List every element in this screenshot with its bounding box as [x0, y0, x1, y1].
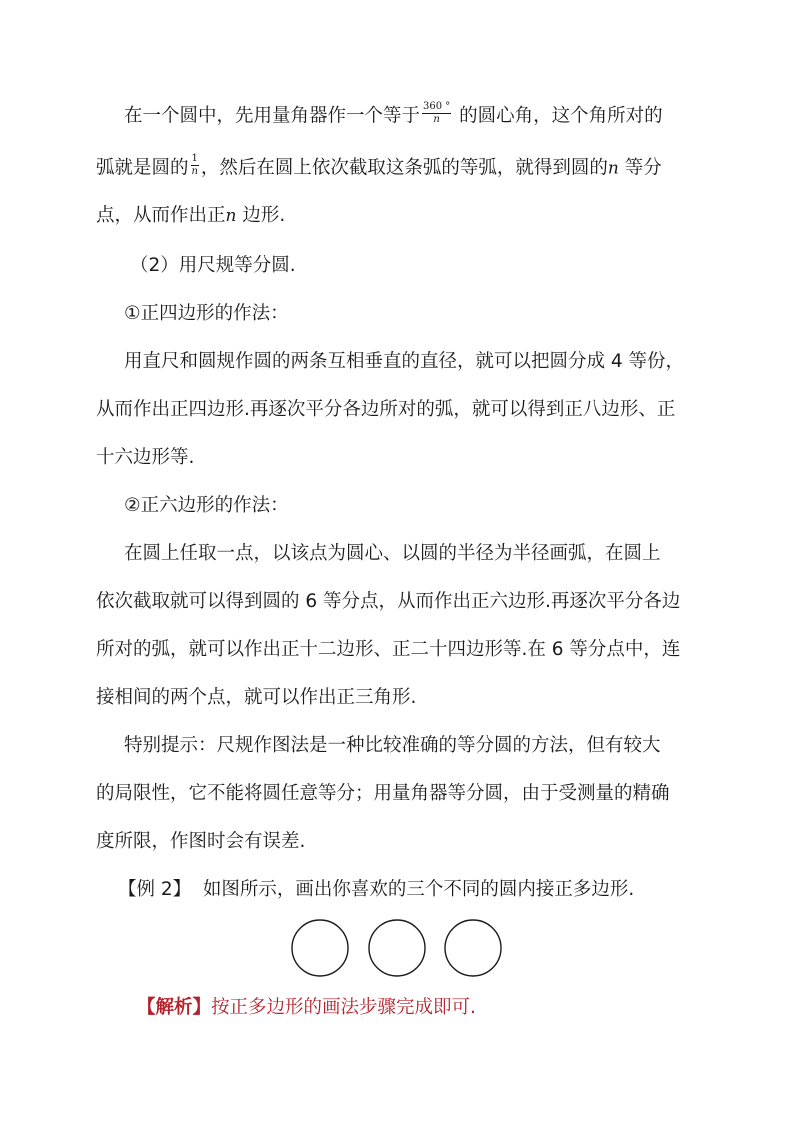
text-line [124, 101, 663, 129]
math-variable: n [225, 206, 237, 226]
text-line: 度所限，作图时会有误差. [96, 831, 306, 852]
text-segment: 的圆心角，这个角所对的 [453, 105, 663, 127]
text-line: 依次截取就可以得到圆的 6 等分点，从而作出正六边形.再逐次平分各边 [96, 591, 681, 612]
math-variable: n [607, 158, 619, 179]
analysis-line [137, 999, 476, 1018]
fraction-360-over-n [422, 101, 451, 126]
text-line: 在圆上任取一点，以该点为圆心、以圆的半径为半径画弧，在圆上 [124, 543, 661, 564]
example-text: 如图所示，画出你喜欢的三个不同的圆内接正多边形. [191, 879, 635, 900]
text-line: 接相间的两个点，就可以作出正三角形. [96, 687, 417, 708]
circle-left [292, 920, 348, 976]
text-segment: 点，从而作出正 [96, 205, 226, 226]
three-circles-figure [0, 919, 794, 979]
circle-right [445, 920, 501, 976]
subsection-heading: ②正六边形的作法： [124, 495, 289, 516]
text-line: 十六边形等. [96, 447, 195, 468]
section-heading: （2）用尺规等分圆. [130, 255, 296, 276]
fraction-denominator: n [433, 114, 440, 125]
text-line: 的局限性，它不能将圆任意等分；用量角器等分圆，由于受测量的精确 [96, 783, 670, 804]
text-line: 特别提示：尺规作图法是一种比较准确的等分圆的方法，但有较大 [124, 735, 661, 756]
analysis-label: 【解析】 [137, 997, 212, 1018]
fraction-numerator: 360 ° [423, 101, 451, 112]
fraction-denominator: n [191, 166, 198, 177]
circle-middle [369, 920, 425, 976]
subsection-heading: ①正四边形的作法： [124, 303, 289, 324]
text-line [96, 153, 662, 181]
text-line [96, 207, 285, 226]
text-segment: 等分 [618, 157, 662, 179]
analysis-text: 按正多边形的画法步骤完成即可. [211, 997, 476, 1018]
text-segment: 边形. [236, 205, 286, 226]
text-line: 用直尺和圆规作圆的两条互相垂直的直径，就可以把圆分成 4 等份， [124, 351, 685, 372]
example-line [118, 881, 634, 900]
text-line: 所对的弧，就可以作出正十二边形、正二十四边形等.在 6 等分点中，连 [96, 639, 681, 660]
text-line: 从而作出正四边形.再逐次平分各边所对的弧，就可以得到正八边形、正 [96, 399, 676, 420]
fraction-1-over-n [191, 153, 199, 178]
text-segment: ，然后在圆上依次截取这条弧的等弧，就得到圆的 [200, 157, 608, 179]
text-segment: 在一个圆中，先用量角器作一个等于 [124, 105, 421, 127]
example-label: 【例 2】 [118, 879, 192, 900]
fraction-numerator: 1 [191, 153, 198, 164]
text-segment: 弧就是圆的 [96, 157, 189, 179]
